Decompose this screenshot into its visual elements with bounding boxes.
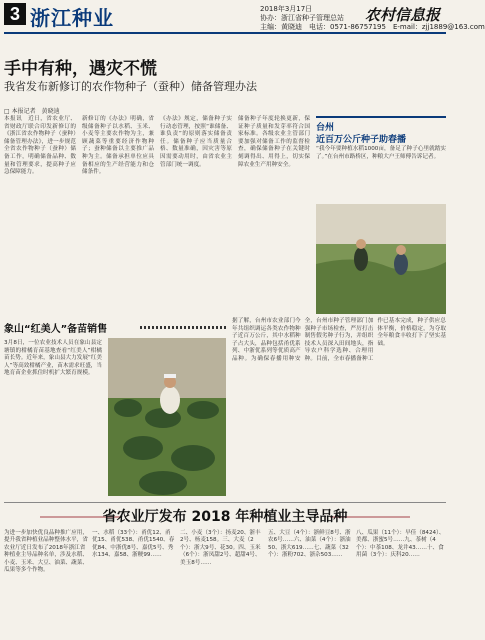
bottom-headline: 省农业厅发布 2018 年种植业主导品种 [102, 509, 348, 525]
article-column-3: 《办法》规定，储备种子实行动态管理，按照“谁储备、谁负责”的原则落实储备责任。储备种子应当质量合格、数量准确，因灾害等原因需要动用时，由省农业主管部门统一调度。 [160, 116, 232, 168]
section-divider [4, 502, 446, 503]
bottom-intro: 为进一步加快优良品种推广应用，提升我省种植业品种整体水平，省农业厅近日发布了2018年浙江省种植业主导品种名单，涉及水稻、小麦、玉米、大豆、油菜、蔬菜、瓜果等多个作物。 [4, 530, 88, 574]
article-column-4: 储备种子年度轮换更新，保证种子质量和发芽率符合国家标准。各级农业主管部门要加强对储备工作的监督检查，确保储备种子在关键时刻调得出、用得上，切实保障农业生产用种安全。 [238, 116, 310, 168]
issue-date: 2018年3月17日 [260, 5, 313, 13]
article-column-2: 新修订的《办法》明确，省级储备种子以水稻、玉米、小麦等主要农作物为主，兼顾蔬菜等重要经济作物种子；蚕种储备以主要推广品种为主。储备承担单位应具备相应的生产经营能力和仓储条件。 [82, 116, 154, 176]
feature-title: 近百万公斤种子助春播 [316, 135, 407, 145]
feature-rule [316, 116, 446, 118]
subheadline: 我省发布新修订的农作物种子（蚕种）储备管理办法 [4, 80, 257, 93]
article-column-1: 本报讯 近日，省农业厅、省财政厅联合印发新修订的《浙江省农作物种子（蚕种）储备管理办法》，进一步规范全省农作物种子（蚕种）储备工作，明确储备品种、数量和管理要求，提高种子应急保障能力。 [4, 116, 76, 176]
editor-contact: 主编：黄晓迪 电话：0571-86757195 E-mail：zjj1889@163.com [260, 23, 485, 31]
variety-list-2: 二、小麦（3个）：扬麦20、浙丰2号、杨麦158。三、大麦（2个）：浙大9号、花30。四、玉米（6个）：浙凤甜2号、超甜4号、美玉8号…… [180, 530, 261, 566]
photo-caption: 3月8日，一位农业技术人员在象山县定塘镇的柑橘育苗基地查看“红美人”柑橘苗长势。近年来，象山县大力发展“红美人”等高效柑橘产业，苗木需求旺盛，当地育苗企业抓住时机扩大繁育规模。 [4, 340, 102, 377]
citrus-seedling-image [108, 338, 226, 496]
variety-list-1: 一、水稻（33个）：甬优12、甬优15、甬优538、甬优1540、春优84、中浙优8号、嘉优5号、秀水134、嘉58、浙粳99…… [92, 530, 175, 559]
page-number: 3 [4, 3, 26, 25]
newspaper-logo: 农村信息报 [365, 6, 441, 24]
header-rule [4, 32, 446, 34]
photo-story-title: 象山“红美人”备苗销售 [4, 324, 108, 335]
feature-kicker: 台州 [316, 123, 335, 133]
variety-list-3: 五、大豆（4个）：浙鲜豆8号、浙农6号……六、油菜（4个）：浙油50、浙大619……七、蔬菜（32个）：浙粉702、浙杂503…… [268, 530, 351, 559]
title-decoration [140, 326, 226, 329]
co-organizer: 协办：浙江省种子管理总站 [260, 14, 344, 22]
feature-body: 据了解，台州市农业部门今年共组织调运各类农作物种子近百万公斤，其中水稻种子占大头，品种包括甬优系列、中浙优系列等优质高产品种。为确保春播用种安全，台州市种子管理部门加强种子市场检查，严厉打击制售假劣种子行为，并组织技术人员深入田间地头，指导农户科学选种、合理用种。目前，全市春播备种工作已基本完成，种子供应总体平衡，价格稳定，为夺取全年粮食丰收打下了坚实基础。 [232, 318, 446, 362]
feature-lead: “我今年要种植水稻1000亩，备足了种子心里就踏实了。”在台州市路桥区，种粮大户王师傅告诉记者。 [316, 146, 446, 160]
section-title: 浙江种业 [30, 6, 114, 30]
byline: □ 本报记者 黄晓迪 [4, 108, 60, 115]
headline: 手中有种，遇灾不慌 [4, 59, 157, 79]
variety-list-4: 八、瓜果（11个）：早佳（8424）、美都、浙蜜5号……九、茶树（4个）：中茶108、龙井43……十、食用菌（3个）：庆科20…… [356, 530, 445, 559]
orchard-photo [108, 338, 226, 496]
feature-photo [316, 204, 446, 314]
field-scene-image [316, 204, 446, 314]
